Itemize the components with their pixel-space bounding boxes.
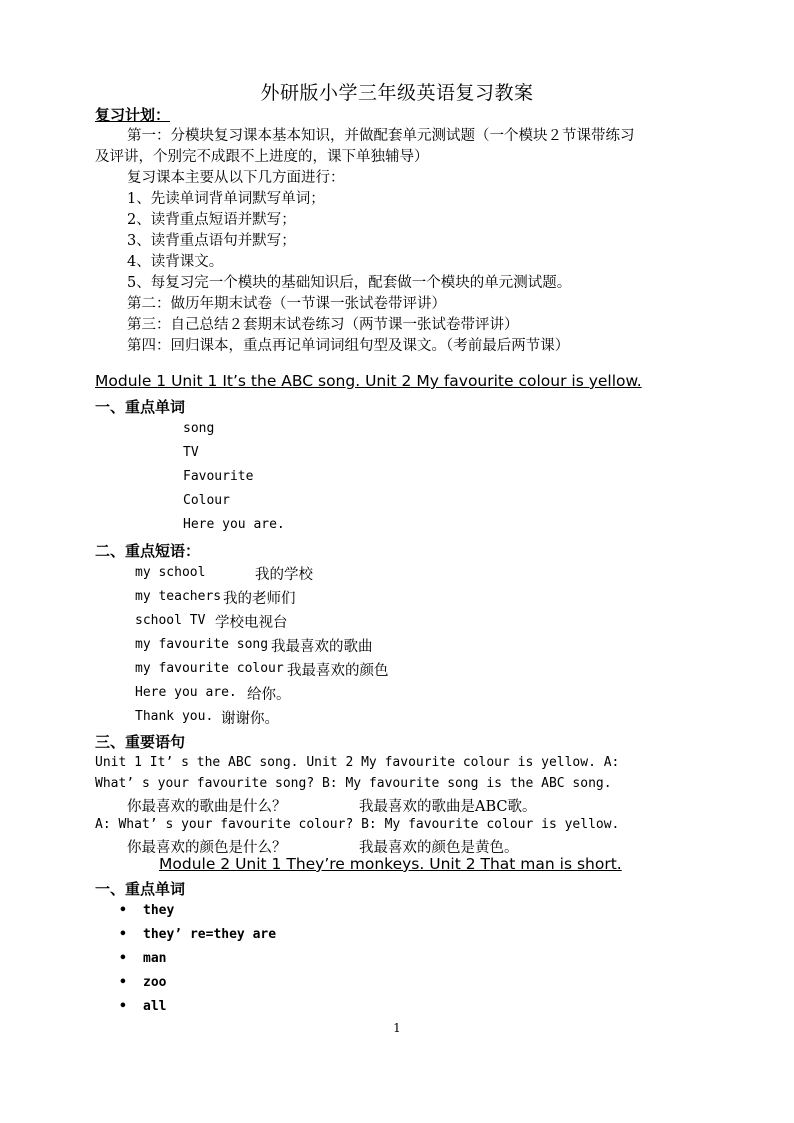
plan-item: 2、读背重点短语并默写； <box>127 212 296 228</box>
m2-word-item <box>119 903 174 918</box>
document-title: 外研版小学三年级英语复习教案 <box>260 82 534 104</box>
m2-words-title: 一、重点单词 <box>95 880 186 898</box>
m1-sentence-line: A: What’ s your favourite colour? B: My favourite colour is yellow. <box>95 817 620 832</box>
m1-phrase-en: my favourite song <box>135 637 269 652</box>
m1-phrase-en: my teachers <box>135 589 222 604</box>
plan-item: 4、读背课文。 <box>127 254 224 270</box>
m2-word: they <box>143 903 175 918</box>
m1-sentence-cn: 你最喜欢的颜色是什么？ <box>127 840 287 856</box>
m1-sentence-cn: 我最喜欢的歌曲是ABC歌。 <box>359 799 537 815</box>
plan-step-3: 第三：自己总结２套期末试卷练习（两节课一张试卷带评讲） <box>127 317 519 333</box>
m2-word: man <box>143 951 167 966</box>
m1-phrase-en: Thank you. <box>135 709 214 724</box>
m1-word: Favourite <box>183 469 254 484</box>
module-1-heading: Module 1 Unit 1 It’s the ABC song. Unit 2 My favourite colour is yellow. <box>95 372 642 390</box>
m2-word: zoo <box>143 975 167 990</box>
m1-phrase-cn: 我的学校 <box>255 567 313 583</box>
m1-phrase-cn: 谢谢你。 <box>221 711 279 727</box>
m1-sentence-line: Unit 1 It’ s the ABC song. Unit 2 My favourite colour is yellow. A: <box>95 755 620 770</box>
m1-word: song <box>183 421 215 436</box>
m1-words-title: 一、重点单词 <box>95 398 186 416</box>
m2-word-item <box>119 951 166 966</box>
m1-phrases-title: 二、重点短语： <box>95 542 201 560</box>
m2-word: all <box>143 999 167 1014</box>
m1-phrase-en: my school <box>135 565 206 580</box>
m1-sentences-title: 三、重要语句 <box>95 733 186 751</box>
m1-word: Here you are. <box>183 517 285 532</box>
m2-word-item <box>119 999 166 1014</box>
plan-line-2: 及评讲，个别完不成跟不上进度的，课下单独辅导） <box>95 149 429 165</box>
plan-heading: 复习计划： <box>95 106 171 124</box>
module-2-heading: Module 2 Unit 1 They’re monkeys. Unit 2 That man is short. <box>159 855 622 873</box>
m2-word: they’ re=they are <box>143 927 277 942</box>
bullet-icon: • <box>119 903 127 918</box>
bullet-icon: • <box>119 951 127 966</box>
m2-word-item <box>119 927 276 942</box>
m1-phrase-en: school TV <box>135 613 206 628</box>
m1-phrase-cn: 我的老师们 <box>223 591 296 607</box>
m1-phrase-cn: 我最喜欢的歌曲 <box>271 639 373 655</box>
m1-phrase-en: my favourite colour <box>135 661 284 676</box>
bullet-icon: • <box>119 927 127 942</box>
m1-sentence-cn: 我最喜欢的颜色是黄色。 <box>359 840 519 856</box>
m1-word: TV <box>183 445 199 460</box>
plan-line-1: 第一：分模块复习课本基本知识，并做配套单元测试题（一个模块２节课带练习 <box>127 128 635 144</box>
plan-item: 5、每复习完一个模块的基础知识后，配套做一个模块的单元测试题。 <box>127 275 572 291</box>
m1-phrase-cn: 学校电视台 <box>215 615 288 631</box>
m1-phrase-en: Here you are. <box>135 685 237 700</box>
m1-sentence-cn: 你最喜欢的歌曲是什么？ <box>127 799 287 815</box>
plan-step-4: 第四：回归课本，重点再记单词词组句型及课文。（考前最后两节课） <box>127 338 570 354</box>
m1-sentence-line: What’ s your favourite song? B: My favourite song is the ABC song. <box>95 776 612 791</box>
plan-item: 3、读背重点语句并默写； <box>127 233 296 249</box>
m1-phrase-cn: 给你。 <box>247 687 291 703</box>
m1-phrase-cn: 我最喜欢的颜色 <box>287 663 389 679</box>
m2-word-item <box>119 975 166 990</box>
plan-line-3: 复习课本主要从以下几方面进行： <box>127 170 345 186</box>
bullet-icon: • <box>119 975 127 990</box>
plan-step-2: 第二：做历年期末试卷（一节课一张试卷带评讲） <box>127 296 446 312</box>
bullet-icon: • <box>119 999 127 1014</box>
m1-word: Colour <box>183 493 230 508</box>
page-number: 1 <box>393 1021 401 1035</box>
plan-item: 1、先读单词背单词默写单词； <box>127 191 325 207</box>
